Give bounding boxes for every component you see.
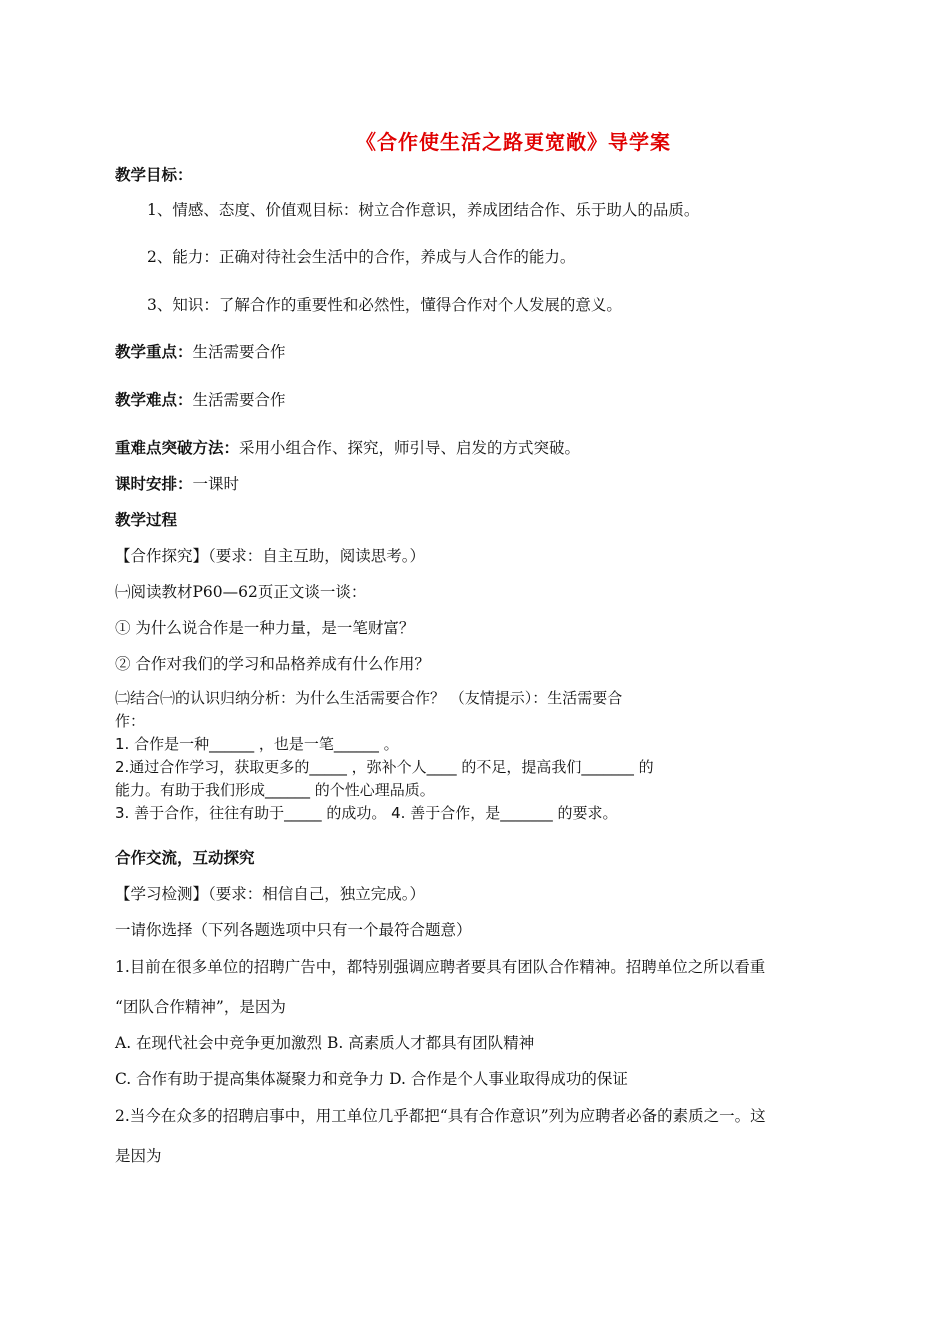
test-instructions: 一请你选择（下列各题选项中只有一个最符合题意） [115, 921, 472, 939]
key-point-value: 生活需要合作 [192, 343, 286, 361]
key-point-label: 教学重点： [115, 343, 193, 361]
test-question-2b: 是因为 [115, 1147, 162, 1165]
fill-blank-1: 1. 合作是一种______ ，也是一笔______ 。 [115, 735, 399, 753]
objective-item-1: 1、情感、态度、价值观目标：树立合作意识，养成团结合作、乐于助人的品质。 [147, 201, 700, 219]
objective-item-3: 3、知识：了解合作的重要性和必然性，懂得合作对个人发展的意义。 [147, 296, 622, 314]
difficult-point [115, 390, 286, 410]
objectives-heading: 教学目标： [115, 166, 193, 184]
method-label: 重难点突破方法： [115, 439, 240, 457]
explore-read: ㈠阅读教材P60—62页正文谈一谈： [115, 583, 367, 601]
explore-tag: 【合作探究】（要求：自主互助，阅读思考。） [115, 547, 426, 565]
test-question-2a: 2.当今在众多的招聘启事中，用工单位几乎都把“具有合作意识”列为应聘者必备的素质之一。这 [115, 1107, 766, 1125]
difficult-point-value: 生活需要合作 [192, 391, 286, 409]
schedule [115, 474, 239, 494]
test-question-1a: 1.目前在很多单位的招聘广告中，都特别强调应聘者要具有团队合作精神。招聘单位之所以看重 [115, 958, 766, 976]
test-question-1-options-cd: C. 合作有助于提高集体凝聚力和竞争力 D. 合作是个人事业取得成功的保证 [115, 1070, 628, 1088]
test-tag: 【学习检测】（要求：相信自己，独立完成。） [115, 885, 426, 903]
method-value: 采用小组合作、探究，师引导、启发的方式突破。 [239, 439, 581, 457]
breakthrough-method [115, 438, 580, 458]
objective-item-2: 2、能力：正确对待社会生活中的合作，养成与人合作的能力。 [147, 248, 576, 266]
exchange-heading: 合作交流，互动探究 [115, 849, 255, 867]
fill-blank-2b: 能力。有助于我们形成______ 的个性心理品质。 [115, 781, 435, 799]
key-point [115, 342, 286, 362]
summary-line-2: 作： [115, 712, 146, 730]
page-title: 《合作使生活之路更宽敞》导学案 [356, 130, 671, 154]
summary-line-1: ㈡结合㈠的认识归纳分析：为什么生活需要合作？ （友情提示）：生活需要合 [115, 689, 623, 707]
test-question-1b: “团队合作精神”，是因为 [115, 998, 286, 1016]
fill-blank-3: 3. 善于合作，往往有助于_____ 的成功。 4. 善于合作，是_______ 的要求。 [115, 804, 618, 822]
schedule-value: 一课时 [192, 475, 240, 493]
difficult-point-label: 教学难点： [115, 391, 193, 409]
explore-question-2: ② 合作对我们的学习和品格养成有什么作用？ [115, 655, 430, 673]
explore-question-1: ① 为什么说合作是一种力量，是一笔财富？ [115, 619, 415, 637]
fill-blank-2a: 2.通过合作学习，获取更多的_____ ，弥补个人____ 的不足，提高我们_______ 的 [115, 758, 654, 776]
test-question-1-options-ab: A. 在现代社会中竞争更加激烈 B. 高素质人才都具有团队精神 [115, 1034, 535, 1052]
process-heading: 教学过程 [115, 511, 178, 529]
schedule-label: 课时安排： [115, 475, 193, 493]
